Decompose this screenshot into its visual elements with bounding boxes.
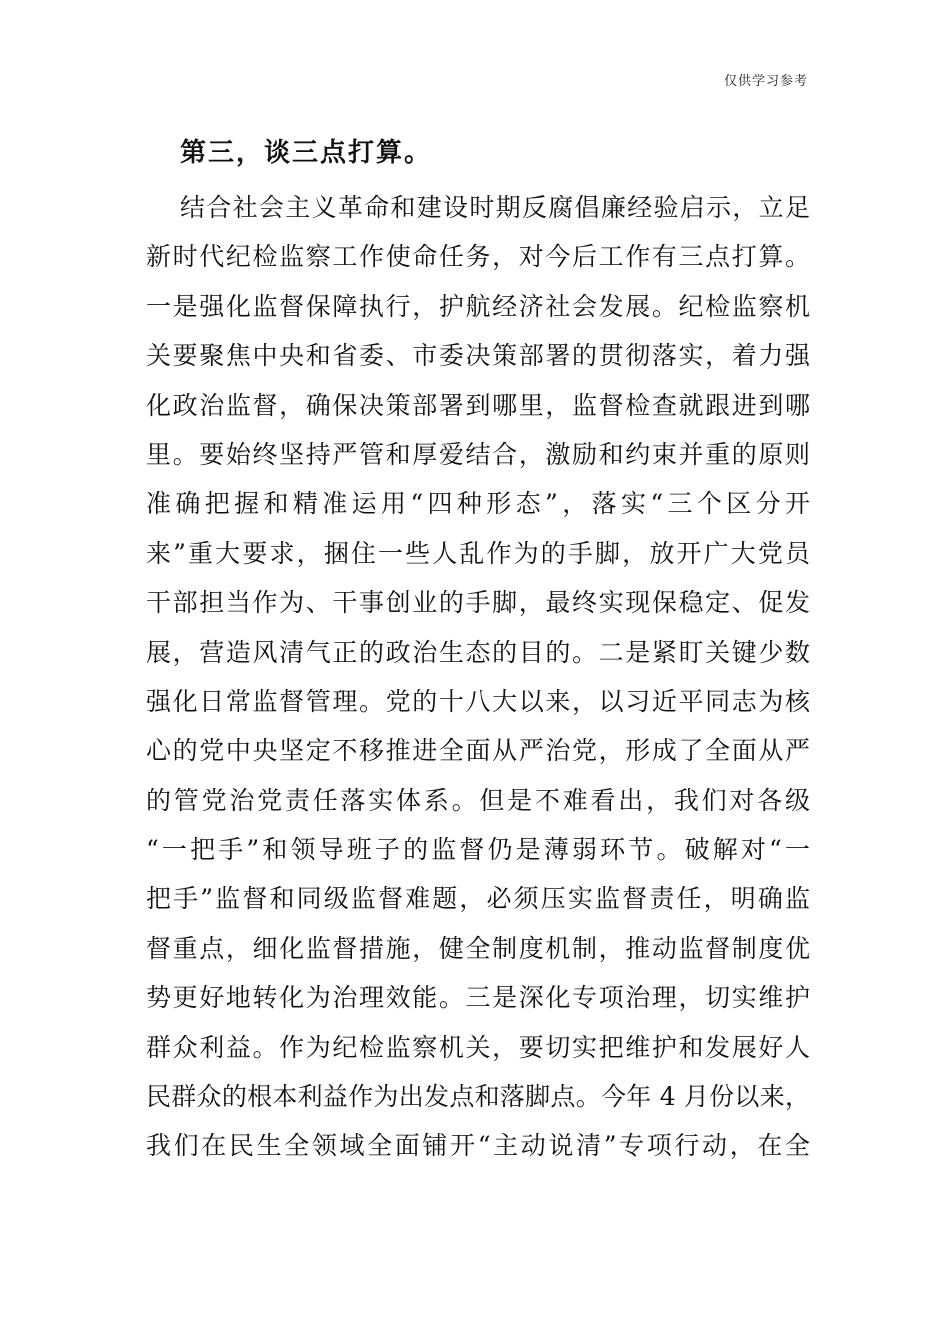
text-line: 准确把握和精准运用“四种形态”，落实“三个区分开 bbox=[146, 489, 810, 519]
text-line: 结合社会主义革命和建设时期反腐倡廉经验启示，立足 bbox=[180, 193, 810, 222]
text-line: 里。要始终坚持严管和厚爱结合，激励和约束并重的原则 bbox=[146, 439, 810, 469]
text-line: 新时代纪检监察工作使命任务，对今后工作有三点打算。 bbox=[146, 242, 810, 272]
text-line: 强化日常监督管理。党的十八大以来，以习近平同志为核 bbox=[146, 686, 810, 716]
text-line: 展，营造风清气正的政治生态的目的。二是紧盯关键少数 bbox=[146, 637, 810, 667]
text-line: 心的党中央坚定不移推进全面从严治党，形成了全面从严 bbox=[146, 736, 810, 766]
header-note: 仅供学习参考 bbox=[723, 74, 808, 89]
text-line: 督重点，细化监督措施，健全制度机制，推动监督制度优 bbox=[146, 933, 810, 963]
text-line: 我们在民生全领域全面铺开“主动说清”专项行动，在全 bbox=[146, 1131, 810, 1161]
text-line: 一是强化监督保障执行，护航经济社会发展。纪检监察机 bbox=[146, 291, 810, 321]
text-line: “一把手”和领导班子的监督仍是薄弱环节。破解对“一 bbox=[146, 835, 810, 865]
text-line: 来”重大要求，捆住一些人乱作为的手脚，放开广大党员 bbox=[146, 538, 810, 568]
text-line: 势更好地转化为治理效能。三是深化专项治理，切实维护 bbox=[146, 983, 810, 1013]
text-line: 把手”监督和同级监督难题，必须压实监督责任，明确监 bbox=[146, 884, 810, 914]
text-line: 干部担当作为、干事创业的手脚，最终实现保稳定、促发 bbox=[146, 588, 810, 618]
text-line: 的管党治党责任落实体系。但是不难看出，我们对各级 bbox=[146, 785, 810, 815]
body-text bbox=[146, 183, 810, 1171]
section-heading: 第三，谈三点打算。 bbox=[180, 138, 433, 168]
text-line: 关要聚焦中央和省委、市委决策部署的贯彻落实，着力强 bbox=[146, 341, 810, 371]
text-line: 群众利益。作为纪检监察机关，要切实把维护和发展好人 bbox=[146, 1032, 810, 1062]
text-line: 化政治监督，确保决策部署到哪里，监督检查就跟进到哪 bbox=[146, 390, 810, 420]
text-line: 民群众的根本利益作为出发点和落脚点。今年 4 月份以来， bbox=[146, 1082, 810, 1112]
